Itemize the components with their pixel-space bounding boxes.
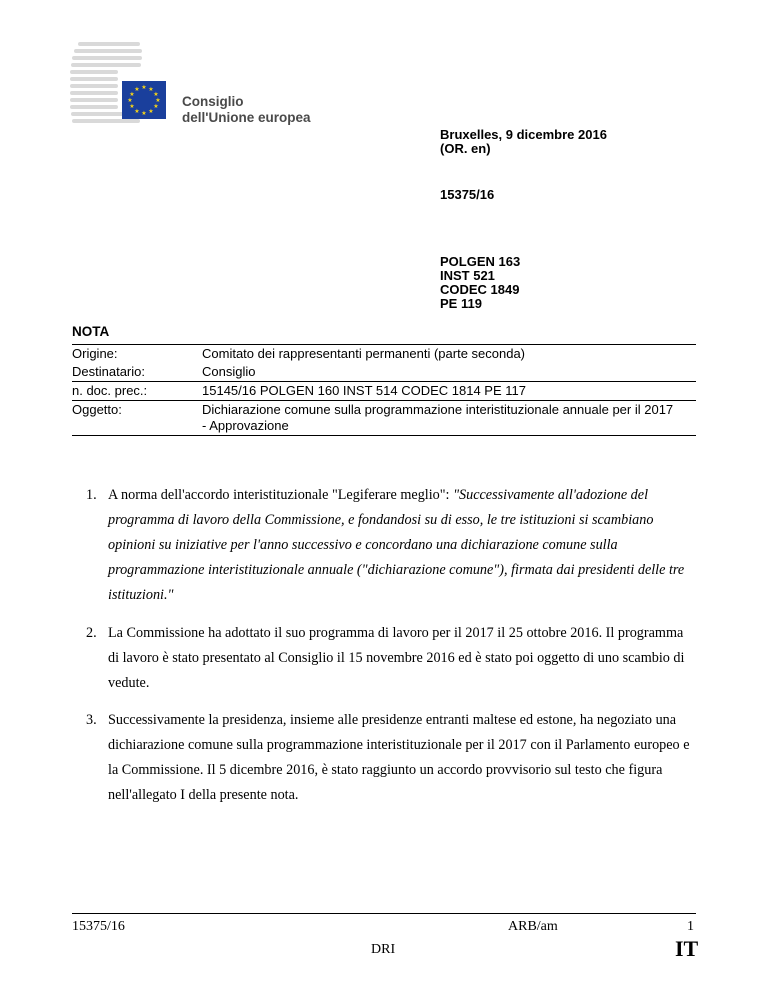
subject-text: Dichiarazione comune sulla programmazione interistituzionale annuale per il 2017 xyxy=(202,402,674,417)
logo-text xyxy=(182,94,310,126)
paragraph-text xyxy=(108,483,696,608)
paragraph-2 xyxy=(86,621,696,696)
paragraph-number: 1. xyxy=(86,487,97,503)
logo-line1: Consiglio xyxy=(182,94,244,109)
paragraph-number: 2. xyxy=(86,625,97,641)
meta-value xyxy=(202,402,696,434)
logo-line2: dell'Unione europea xyxy=(182,110,311,125)
svg-text:★: ★ xyxy=(153,103,159,110)
header-doc-number xyxy=(440,188,494,202)
document-date: Bruxelles, 9 dicembre 2016 xyxy=(440,127,607,142)
svg-text:★: ★ xyxy=(129,103,135,110)
code-item: PE 119 xyxy=(440,296,482,311)
meta-label: n. doc. prec.: xyxy=(72,383,148,398)
note-title: NOTA xyxy=(72,324,110,339)
paragraph-text: La Commissione ha adottato il suo programma di lavoro per il 2017 il 25 ottobre 2016. Il programma di lavoro è stato presentato al Consiglio il 15 novembre 2016 ed è stato poi oggetto di uno scambio di vedute. xyxy=(108,625,685,691)
note-meta-table xyxy=(72,344,696,436)
svg-text:★: ★ xyxy=(155,97,161,104)
header-date-block xyxy=(440,128,607,156)
paragraph-text: Successivamente la presidenza, insieme alle presidenze entranti maltese ed estone, ha negoziato una dichiarazione comune sulla programmazione interistituzionale per il 2017 con il Parlamento europeo e la Commissione. Il 5 dicembre 2016, è stato raggiunto un accordo provvisorio sul testo che figura nell'allegato I della presente nota. xyxy=(108,712,690,803)
meta-label: Origine: xyxy=(72,346,118,361)
svg-text:★: ★ xyxy=(134,108,140,115)
footer-doc-number: 15375/16 xyxy=(72,919,125,934)
svg-text:★: ★ xyxy=(141,84,147,91)
svg-text:★: ★ xyxy=(141,110,147,117)
svg-text:★: ★ xyxy=(148,86,154,93)
meta-label: Destinatario: xyxy=(72,364,145,379)
svg-text:★: ★ xyxy=(127,97,133,104)
paragraph-1 xyxy=(86,483,696,608)
footer-department: DRI xyxy=(371,942,396,957)
meta-value: 15145/16 POLGEN 160 INST 514 CODEC 1814 PE 117 xyxy=(202,383,526,398)
original-language: (OR. en) xyxy=(440,141,491,156)
footer-divider xyxy=(72,913,696,914)
footer-page-number: 1 xyxy=(687,919,694,934)
document-number: 15375/16 xyxy=(440,187,495,202)
subject-action: - Approvazione xyxy=(202,418,289,433)
meta-row-subject xyxy=(72,400,696,436)
svg-text:★: ★ xyxy=(134,86,140,93)
footer-initials: ARB/am xyxy=(508,919,558,934)
code-item: POLGEN 163 xyxy=(440,254,521,269)
code-item: CODEC 1849 xyxy=(440,282,520,297)
meta-row-prev-doc xyxy=(72,381,696,400)
header-codes xyxy=(440,255,520,311)
meta-label: Oggetto: xyxy=(72,402,122,417)
code-item: INST 521 xyxy=(440,268,495,283)
svg-text:★: ★ xyxy=(153,91,159,98)
paragraph-number: 3. xyxy=(86,712,97,728)
meta-row-origin xyxy=(72,345,696,363)
svg-text:★: ★ xyxy=(148,108,154,115)
footer-language: IT xyxy=(675,936,699,961)
paragraph-quote: "Successivamente all'adozione del programma di lavoro della Commissione, e fondandosi su di esso, le tre istituzioni si scambiano opinioni su iniziative per l'anno successivo e concordano una dichiarazione comune sulla programmazione interistituzionale annuale ("dichiarazione comune"), firmata dai presidenti delle tre istituzioni." xyxy=(108,487,685,603)
meta-row-recipient xyxy=(72,363,696,381)
meta-value: Consiglio xyxy=(202,364,256,379)
meta-value: Comitato dei rappresentanti permanenti (parte seconda) xyxy=(202,346,526,361)
paragraph-3 xyxy=(86,708,696,808)
svg-text:★: ★ xyxy=(129,91,135,98)
paragraph-intro: A norma dell'accordo interistituzionale "Legiferare meglio": xyxy=(108,487,454,503)
